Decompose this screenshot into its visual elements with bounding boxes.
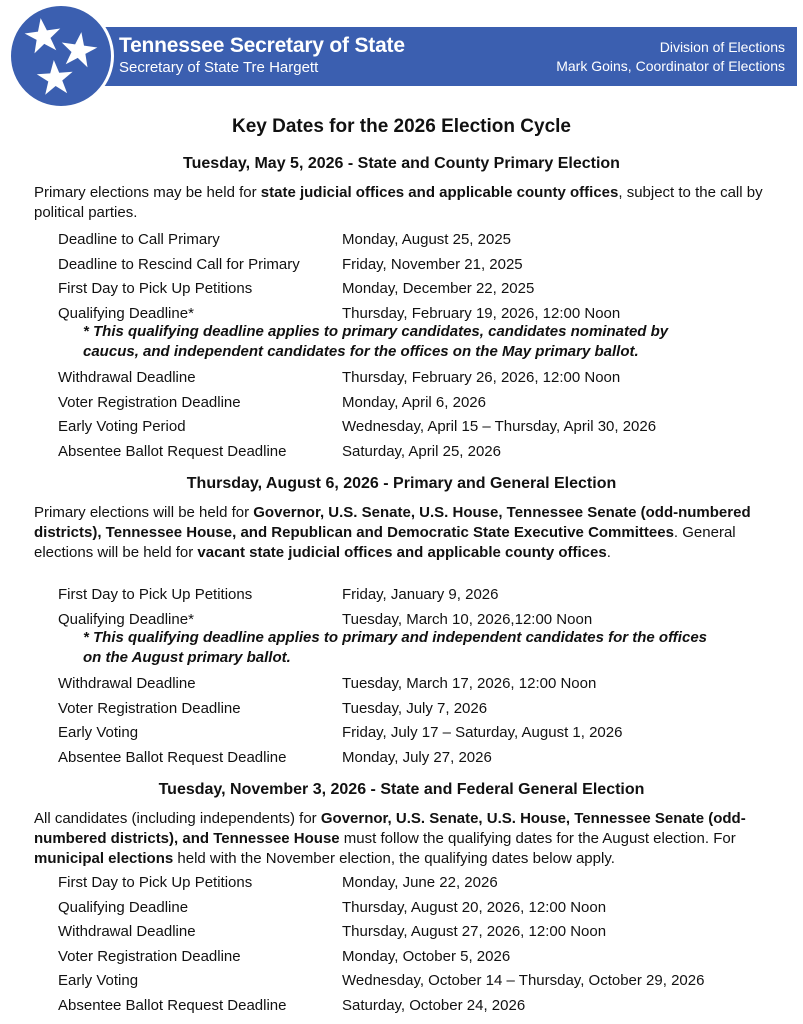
intro-bold: vacant state judicial offices and applicable county offices — [197, 544, 607, 561]
table-row — [58, 442, 778, 467]
row-label: Qualifying Deadline* — [58, 304, 194, 322]
table-row — [58, 674, 778, 699]
table-row — [58, 255, 778, 280]
banner-left — [119, 33, 405, 77]
table-row — [58, 996, 778, 1021]
banner-right — [556, 38, 785, 76]
row-value: Monday, April 6, 2026 — [342, 393, 486, 411]
row-value: Monday, December 22, 2025 — [342, 280, 535, 297]
table-row — [58, 748, 778, 773]
table-row — [58, 368, 778, 393]
table-row — [58, 873, 778, 898]
row-value: Monday, August 25, 2025 — [342, 231, 512, 248]
row-label: First Day to Pick Up Petitions — [58, 280, 253, 297]
table-row — [58, 922, 778, 947]
row-value: Tuesday, March 17, 2026, 12:00 Noon — [342, 675, 597, 692]
intro-text: must follow the qualifying dates for the August election. For — [339, 830, 736, 847]
table-row — [58, 723, 778, 748]
row-label: Voter Registration Deadline — [58, 947, 241, 965]
row-value: Monday, June 22, 2026 — [342, 874, 498, 891]
dates-table-november — [58, 873, 778, 1020]
table-row — [58, 417, 778, 442]
row-value: Tuesday, March 10, 2026,12:00 Noon — [342, 610, 593, 628]
row-label: Qualifying Deadline — [58, 898, 189, 916]
row-value: Thursday, August 20, 2026, 12:00 Noon — [342, 898, 607, 916]
row-label: Qualifying Deadline* — [58, 610, 194, 628]
row-value: Saturday, April 25, 2026 — [342, 442, 501, 460]
row-label: Deadline to Call Primary — [58, 231, 220, 248]
site-title: Tennessee Secretary of State — [119, 34, 405, 57]
dates-table-august — [58, 585, 778, 772]
row-label: First Day to Pick Up Petitions — [58, 586, 253, 603]
coordinator-name: Mark Goins, Coordinator of Elections — [556, 58, 785, 74]
section-heading-november: Tuesday, November 3, 2026 - State and Federal General Election — [158, 781, 645, 798]
row-value: Tuesday, July 7, 2026 — [342, 699, 488, 717]
intro-text: , subject to the call by political parties. — [34, 184, 763, 221]
tennessee-tri-star-icon — [8, 3, 114, 109]
table-row — [58, 971, 778, 996]
section-intro-may — [34, 183, 774, 223]
row-label: Early Voting — [58, 724, 139, 741]
intro-text: . General elections will be held for — [34, 524, 736, 561]
site-subtitle: Secretary of State Tre Hargett — [119, 59, 319, 76]
intro-bold: Governor, U.S. Senate, U.S. House, Tennessee Senate (odd-numbered districts), and Tennessee House — [34, 810, 746, 847]
intro-text: . — [606, 544, 611, 561]
qualifying-footnote: * This qualifying deadline applies to primary and independent candidates for the offices on the August primary ballot. — [83, 629, 708, 666]
intro-text: All candidates (including independents) for — [34, 810, 321, 827]
row-value: Monday, October 5, 2026 — [342, 947, 511, 965]
table-row — [58, 393, 778, 418]
row-label: Withdrawal Deadline — [58, 369, 196, 386]
table-row — [58, 279, 778, 304]
row-label: Early Voting — [58, 972, 139, 989]
header-banner — [60, 27, 797, 86]
row-label: Absentee Ballot Request Deadline — [58, 748, 287, 766]
intro-bold: Governor, U.S. Senate, U.S. House, Tennessee Senate (odd-numbered districts), Tennessee House, and Republican and Democratic State Executive Committees — [34, 504, 751, 541]
row-value: Friday, July 17 – Saturday, August 1, 2026 — [342, 724, 623, 741]
table-row — [58, 898, 778, 923]
row-label: Withdrawal Deadline — [58, 675, 196, 692]
intro-text: Primary elections will be held for — [34, 504, 254, 521]
section-heading-may: Tuesday, May 5, 2026 - State and County Primary Election — [183, 155, 620, 172]
row-label: Absentee Ballot Request Deadline — [58, 996, 287, 1014]
row-value: Saturday, October 24, 2026 — [342, 996, 526, 1014]
document-title: Key Dates for the 2026 Election Cycle — [232, 116, 571, 137]
row-label: Absentee Ballot Request Deadline — [58, 442, 287, 460]
qualifying-footnote: * This qualifying deadline applies to primary candidates, candidates nominated by caucus, and independent candidates for the offices on the May primary ballot. — [83, 323, 669, 360]
row-value: Friday, January 9, 2026 — [342, 586, 499, 603]
section-intro-november — [34, 809, 774, 869]
intro-bold: state judicial offices and applicable county offices — [260, 184, 619, 201]
row-label: Early Voting Period — [58, 418, 186, 435]
section-intro-august — [34, 503, 774, 563]
division-name: Division of Elections — [659, 39, 785, 55]
row-value: Thursday, February 19, 2026, 12:00 Noon — [342, 304, 621, 322]
intro-bold: municipal elections — [34, 850, 174, 867]
row-label: Deadline to Rescind Call for Primary — [58, 255, 300, 273]
row-label: Voter Registration Deadline — [58, 699, 241, 717]
row-label: Withdrawal Deadline — [58, 923, 196, 940]
table-row — [58, 230, 778, 255]
row-value: Friday, November 21, 2025 — [342, 255, 523, 273]
intro-text: Primary elections may be held for — [34, 184, 261, 201]
row-value: Wednesday, April 15 – Thursday, April 30, 2026 — [342, 418, 657, 435]
table-row — [58, 699, 778, 724]
row-value: Thursday, February 26, 2026, 12:00 Noon — [342, 369, 621, 386]
section-heading-august: Thursday, August 6, 2026 - Primary and General Election — [186, 475, 617, 492]
row-label: Voter Registration Deadline — [58, 393, 241, 411]
row-label: First Day to Pick Up Petitions — [58, 874, 253, 891]
table-row — [58, 947, 778, 972]
row-value: Monday, July 27, 2026 — [342, 748, 492, 766]
row-value: Wednesday, October 14 – Thursday, October 29, 2026 — [342, 972, 705, 989]
dates-table-may — [58, 230, 778, 466]
intro-text: held with the November election, the qualifying dates below apply. — [173, 850, 615, 867]
table-row — [58, 585, 778, 610]
row-value: Thursday, August 27, 2026, 12:00 Noon — [342, 923, 607, 940]
